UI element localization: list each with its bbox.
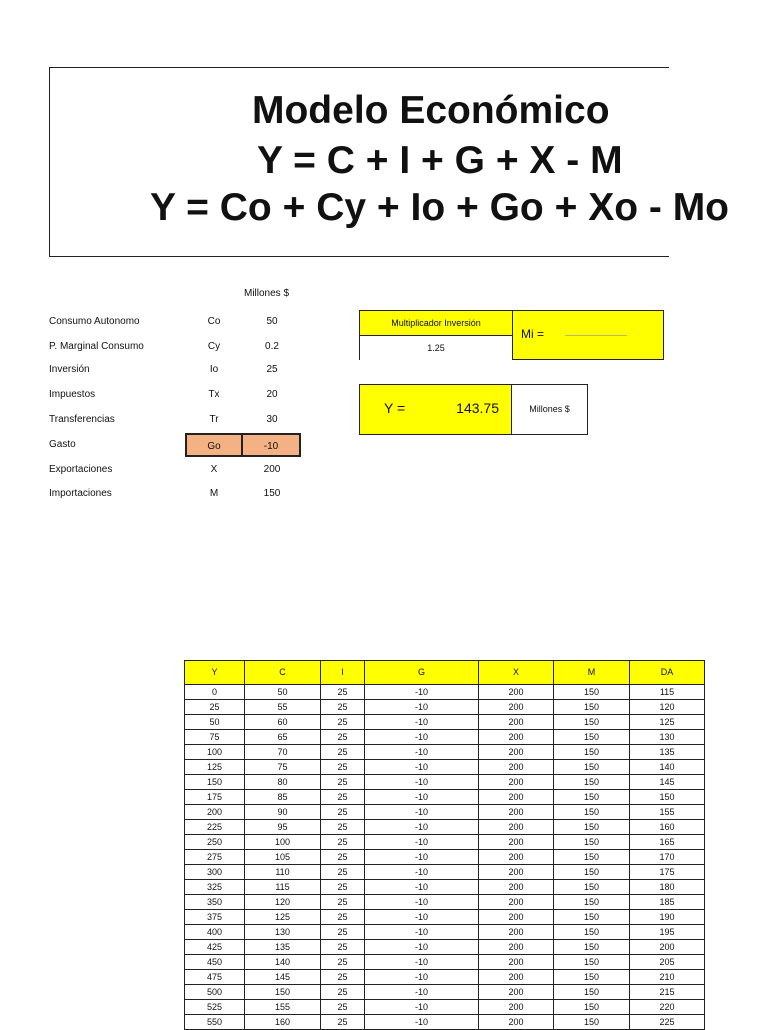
table-cell[interactable]: 25 [185,700,245,715]
table-cell[interactable]: 140 [630,760,705,775]
table-cell[interactable]: 200 [185,805,245,820]
demand-table [184,660,705,1030]
table-cell[interactable]: 155 [245,1000,321,1015]
table-cell[interactable]: 150 [554,1015,630,1030]
param-value[interactable]: 150 [263,488,281,499]
table-cell[interactable]: -10 [365,850,479,865]
param-row-inversion [49,358,309,382]
table-row [185,925,705,940]
units-label: Millones $ [244,288,290,299]
table-cell[interactable]: 25 [321,760,365,775]
table-cell[interactable]: -10 [365,1015,479,1030]
param-label: Transferencias [49,414,115,425]
table-cell[interactable]: 25 [321,865,365,880]
param-symbol: Co [207,316,221,327]
table-cell[interactable]: 300 [185,865,245,880]
table-cell[interactable]: 100 [185,745,245,760]
column-header[interactable]: Y [185,661,245,685]
param-symbol: Tx [208,389,220,400]
table-cell[interactable]: 200 [479,790,554,805]
title-heading: Modelo Económico [252,89,610,132]
table-cell[interactable]: 150 [630,790,705,805]
table-cell[interactable]: -10 [365,790,479,805]
table-cell[interactable]: 160 [245,1015,321,1030]
table-cell[interactable]: 25 [321,685,365,700]
table-cell[interactable]: 25 [321,955,365,970]
table-cell[interactable]: -10 [365,805,479,820]
result-value: 143.75 [456,400,499,416]
table-cell[interactable]: 125 [185,760,245,775]
table-row [185,970,705,985]
table-cell[interactable]: 150 [554,880,630,895]
table-cell[interactable]: 150 [554,730,630,745]
table-cell[interactable]: 200 [479,820,554,835]
table-cell[interactable]: -10 [365,715,479,730]
table-cell[interactable]: 25 [321,880,365,895]
table-cell[interactable]: 205 [630,955,705,970]
param-value[interactable]: 20 [266,389,278,400]
table-cell[interactable]: -10 [365,775,479,790]
table-cell[interactable]: -10 [365,880,479,895]
table-cell[interactable]: 220 [630,1000,705,1015]
table-cell[interactable]: 50 [245,685,321,700]
table-cell[interactable]: -10 [365,820,479,835]
table-cell[interactable]: 150 [185,775,245,790]
result-box [359,384,588,435]
table-cell[interactable]: 200 [479,805,554,820]
table-cell[interactable]: 25 [321,1015,365,1030]
table-cell[interactable]: 200 [479,880,554,895]
table-cell[interactable]: 275 [185,850,245,865]
title-box [49,67,730,257]
column-header[interactable]: DA [630,661,705,685]
table-cell[interactable]: -10 [365,985,479,1000]
param-label: P. Marginal Consumo [49,341,144,352]
table-cell[interactable]: 25 [321,895,365,910]
table-cell[interactable]: 150 [554,1000,630,1015]
table-cell[interactable]: 105 [245,850,321,865]
table-cell[interactable]: 200 [630,940,705,955]
table-cell[interactable]: 25 [321,940,365,955]
param-row-transferencias [49,408,309,432]
table-cell[interactable]: 175 [630,865,705,880]
table-row [185,685,705,700]
multiplier-label: Multiplicador Inversión [360,311,513,336]
table-cell[interactable]: 90 [245,805,321,820]
table-cell[interactable]: -10 [365,685,479,700]
table-cell[interactable]: 25 [321,835,365,850]
table-cell[interactable]: 215 [630,985,705,1000]
table-cell[interactable]: 130 [630,730,705,745]
table-cell[interactable]: 120 [630,700,705,715]
table-row [185,730,705,745]
column-header[interactable]: C [245,661,321,685]
param-label: Gasto [49,439,76,450]
table-cell[interactable]: 120 [245,895,321,910]
table-cell[interactable]: -10 [365,1000,479,1015]
table-row [185,745,705,760]
table-cell[interactable]: 150 [554,820,630,835]
table-cell[interactable]: 150 [554,910,630,925]
table-cell[interactable]: 25 [321,715,365,730]
result-label: Y = [384,400,406,416]
table-cell[interactable]: 25 [321,970,365,985]
table-cell[interactable]: 115 [630,685,705,700]
column-header[interactable]: M [554,661,630,685]
table-cell[interactable]: 200 [479,970,554,985]
table-cell[interactable]: -10 [365,835,479,850]
table-cell[interactable]: 25 [321,790,365,805]
table-cell[interactable]: -10 [365,955,479,970]
table-cell[interactable]: -10 [365,970,479,985]
mi-label: Mi = [521,327,545,341]
table-cell[interactable]: -10 [365,925,479,940]
table-cell[interactable]: 0 [185,685,245,700]
column-header[interactable]: G [365,661,479,685]
table-cell[interactable]: 185 [630,895,705,910]
table-cell[interactable]: 75 [185,730,245,745]
table-row [185,865,705,880]
result-units: Millones $ [529,404,570,414]
table-cell[interactable]: 150 [554,925,630,940]
table-row [185,805,705,820]
table-cell[interactable]: 525 [185,1000,245,1015]
table-cell[interactable]: 25 [321,730,365,745]
table-body [185,685,705,1030]
table-cell[interactable]: 200 [479,775,554,790]
table-row [185,835,705,850]
table-cell[interactable]: 75 [245,760,321,775]
table-cell[interactable]: 25 [321,850,365,865]
table-cell[interactable]: 60 [245,715,321,730]
param-row-gasto [49,433,309,457]
table-cell[interactable]: 200 [479,940,554,955]
table-row [185,955,705,970]
param-symbol: Io [209,364,219,375]
table-cell[interactable]: 550 [185,1015,245,1030]
table-row [185,880,705,895]
table-row [185,715,705,730]
table-cell[interactable]: 500 [185,985,245,1000]
param-row-consumo-autonomo [49,310,309,334]
table-cell[interactable]: 150 [554,715,630,730]
table-row [185,1015,705,1030]
table-row [185,790,705,805]
table-cell[interactable]: -10 [365,895,479,910]
result-cell[interactable] [360,385,512,434]
table-cell[interactable]: 150 [554,700,630,715]
table-cell[interactable]: 25 [321,925,365,940]
table-cell[interactable]: 25 [321,820,365,835]
multiplier-box [359,310,664,360]
table-cell[interactable]: 150 [554,775,630,790]
table-cell[interactable]: -10 [365,760,479,775]
mi-cell[interactable] [513,311,663,359]
table-cell[interactable]: 160 [630,820,705,835]
table-cell[interactable]: 165 [630,835,705,850]
table-row [185,1000,705,1015]
title-equation: Y = C + I + G + X - M [257,139,623,182]
table-row [185,820,705,835]
table-cell[interactable]: 25 [321,985,365,1000]
table-cell[interactable]: 150 [554,745,630,760]
title-expanded-equation: Y = Co + Cy + Io + Go + Xo - Mo [150,186,730,229]
param-row-marginal-consumo [49,335,309,359]
table-cell[interactable]: 140 [245,955,321,970]
table-cell[interactable]: 55 [245,700,321,715]
table-cell[interactable]: 475 [185,970,245,985]
table-cell[interactable]: 85 [245,790,321,805]
table-row [185,775,705,790]
table-cell[interactable]: 135 [245,940,321,955]
table-cell[interactable]: 130 [245,925,321,940]
param-row-exportaciones [49,458,309,482]
table-cell[interactable]: -10 [365,730,479,745]
table-cell[interactable]: 110 [245,865,321,880]
table-cell[interactable]: 115 [245,880,321,895]
param-value[interactable]: 30 [266,414,278,425]
table-cell[interactable]: 200 [479,985,554,1000]
table-cell[interactable]: 325 [185,880,245,895]
table-row [185,895,705,910]
table-cell[interactable]: 200 [479,730,554,745]
table-header-row [185,661,705,685]
param-label: Consumo Autonomo [49,316,140,327]
param-symbol: Tr [209,414,219,425]
table-cell[interactable]: 200 [479,895,554,910]
table-cell[interactable]: 65 [245,730,321,745]
table-cell[interactable]: 375 [185,910,245,925]
table-cell[interactable]: 225 [630,1015,705,1030]
table-cell[interactable]: 450 [185,955,245,970]
table-cell[interactable]: 150 [554,790,630,805]
column-header[interactable]: I [321,661,365,685]
table-cell[interactable]: 150 [554,865,630,880]
table-cell[interactable]: -10 [365,940,479,955]
table-cell[interactable]: 135 [630,745,705,760]
table-cell[interactable]: 200 [479,700,554,715]
param-value-selected[interactable]: -10 [243,433,301,457]
table-cell[interactable]: 125 [245,910,321,925]
table-row [185,985,705,1000]
table-cell[interactable]: 145 [630,775,705,790]
param-value[interactable]: 0.2 [265,341,279,352]
table-cell[interactable]: 80 [245,775,321,790]
table-cell[interactable]: 210 [630,970,705,985]
table-cell[interactable]: 150 [554,805,630,820]
column-header[interactable]: X [479,661,554,685]
table-cell[interactable]: -10 [365,865,479,880]
table-cell[interactable]: 150 [554,970,630,985]
table-cell[interactable]: 125 [630,715,705,730]
table-cell[interactable]: 200 [479,925,554,940]
table-cell[interactable]: 70 [245,745,321,760]
table-cell[interactable]: 200 [479,955,554,970]
table-cell[interactable]: 195 [630,925,705,940]
table-cell[interactable]: 95 [245,820,321,835]
param-symbol: Cy [207,341,221,352]
table-cell[interactable]: 25 [321,775,365,790]
param-label: Exportaciones [49,464,113,475]
table-cell[interactable]: 155 [630,805,705,820]
table-cell[interactable]: 150 [245,985,321,1000]
table-cell[interactable]: 200 [479,760,554,775]
table-cell[interactable]: 150 [554,850,630,865]
param-value[interactable]: 200 [263,464,281,475]
param-symbol: M [209,488,219,499]
table-cell[interactable]: 425 [185,940,245,955]
table-cell[interactable]: 350 [185,895,245,910]
table-cell[interactable]: 190 [630,910,705,925]
table-cell[interactable]: 50 [185,715,245,730]
multiplier-value[interactable]: 1.25 [360,336,513,360]
table-cell[interactable]: -10 [365,745,479,760]
table-cell[interactable]: 200 [479,1000,554,1015]
table-cell[interactable]: 180 [630,880,705,895]
mi-formula-line [565,335,627,336]
table-row [185,910,705,925]
table-cell[interactable]: 150 [554,760,630,775]
param-symbol: X [210,464,218,475]
table-cell[interactable]: 150 [554,835,630,850]
param-label: Impuestos [49,389,96,400]
table-cell[interactable]: 150 [554,895,630,910]
table-row [185,850,705,865]
param-label: Inversión [49,364,90,375]
table-cell[interactable]: 200 [479,715,554,730]
table-cell[interactable]: 200 [479,865,554,880]
table-cell[interactable]: 175 [185,790,245,805]
table-cell[interactable]: 150 [554,985,630,1000]
table-cell[interactable]: 150 [554,940,630,955]
table-cell[interactable]: 225 [185,820,245,835]
table-cell[interactable]: 150 [554,685,630,700]
param-symbol-selected[interactable]: Go [185,433,243,457]
table-cell[interactable]: 25 [321,745,365,760]
table-cell[interactable]: 25 [321,805,365,820]
table-cell[interactable]: 200 [479,745,554,760]
table-cell[interactable]: -10 [365,700,479,715]
table-cell[interactable]: 200 [479,1015,554,1030]
param-row-importaciones [49,482,309,506]
table-cell[interactable]: -10 [365,910,479,925]
table-cell[interactable]: 200 [479,850,554,865]
table-cell[interactable]: 25 [321,1000,365,1015]
table-cell[interactable]: 25 [321,700,365,715]
table-cell[interactable]: 25 [321,910,365,925]
table-row [185,940,705,955]
table-cell[interactable]: 145 [245,970,321,985]
table-cell[interactable]: 100 [245,835,321,850]
table-row [185,700,705,715]
table-cell[interactable]: 200 [479,910,554,925]
table-cell[interactable]: 400 [185,925,245,940]
param-value[interactable]: 25 [266,364,278,375]
table-cell[interactable]: 150 [554,955,630,970]
param-label: Importaciones [49,488,112,499]
table-cell[interactable]: 200 [479,835,554,850]
table-row [185,760,705,775]
param-row-impuestos [49,383,309,407]
param-value[interactable]: 50 [266,316,278,327]
table-cell[interactable]: 170 [630,850,705,865]
table-cell[interactable]: 200 [479,685,554,700]
table-cell[interactable]: 250 [185,835,245,850]
